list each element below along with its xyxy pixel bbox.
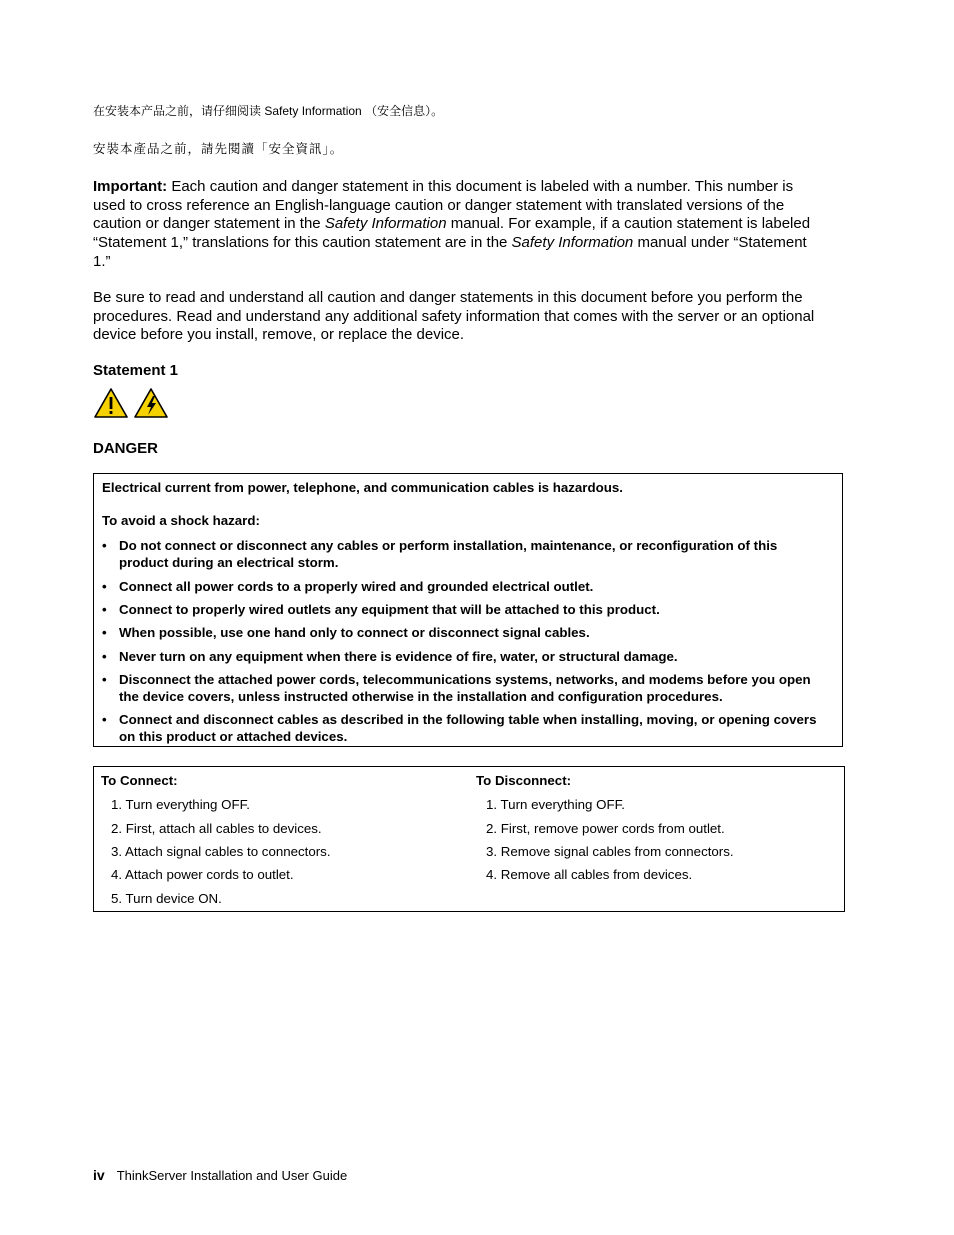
statement-title: Statement 1: [93, 362, 179, 379]
important-paragraph: Important: Each caution and danger statement in this document is labeled with a number. This number is used to cross reference an English-language caution or danger statement with translated versions of the caution or danger statement in the Safety Information manual. For example, if a caution statement is labeled “Statement 1,” translations for this caution statement are in the Safety Information manual under “Statement 1.”: [93, 178, 811, 270]
connect-step: 4. Attach power cords to outlet.: [111, 867, 294, 882]
caution-exclamation-icon: [95, 389, 127, 417]
connect-disconnect-table: [93, 766, 845, 912]
traditional-chinese-notice: 安裝本產品之前，請先閱讀「安全資訊」。: [93, 141, 344, 156]
disconnect-step: 3. Remove signal cables from connectors.: [486, 844, 734, 859]
connect-step: 2. First, attach all cables to devices.: [111, 821, 322, 836]
connect-column: [101, 773, 461, 906]
danger-heading: Electrical current from power, telephone, and communication cables is hazardous.: [102, 480, 623, 495]
intro-paragraph: Be sure to read and understand all caution and danger statements in this document before you perform the procedures. Read and understand any additional safety information that comes with the server or an optional device before you install, remove, or replace the device.: [93, 289, 815, 344]
connect-step: 1. Turn everything OFF.: [111, 797, 250, 812]
document-title: ThinkServer Installation and User Guide: [116, 1168, 348, 1183]
disconnect-column: [476, 773, 836, 882]
important-label: Important:: [93, 178, 168, 195]
disconnect-step: 2. First, remove power cords from outlet.: [486, 821, 725, 836]
connect-step: 5. Turn device ON.: [111, 891, 222, 906]
page-number: iv: [93, 1167, 105, 1183]
danger-box: Electrical current from power, telephone, and communication cables is hazardous. To avoid a shock hazard: • Do not connect or disconnect any cables or perform installation, maintenance, or reconfiguration of this product during an electrical storm. • Connect all power cords to a properly wired and grounded electrical outlet. • Connect to properly wired outlets any equipment that will be attached to this product. • When possible, use one hand only to connect or disconnect signal cables. • Never turn on any equipment when there is evidence of fire, water, or structural damage. • Disconnect the attached power cords, telecommunications systems, networks, and modems before you open the device covers, unless instructed otherwise in the installation and configuration procedures. • Connect and disconnect cables as described in the following table when installing, moving, or opening covers on this product or attached devices.: [93, 473, 843, 747]
disconnect-step: 4. Remove all cables from devices.: [486, 867, 693, 882]
connect-header: To Connect:: [101, 773, 178, 788]
hazard-icons: [93, 387, 173, 419]
disconnect-step: 1. Turn everything OFF.: [486, 797, 625, 812]
danger-label: DANGER: [93, 440, 159, 457]
disconnect-header: To Disconnect:: [476, 773, 572, 788]
danger-subheading: To avoid a shock hazard:: [102, 513, 260, 528]
simplified-chinese-notice: 在安装本产品之前，请仔细阅读 Safety Information （安全信息）。: [93, 104, 444, 118]
electrical-hazard-icon: [135, 389, 167, 417]
page-footer: [93, 1167, 347, 1183]
connect-step: 3. Attach signal cables to connectors.: [111, 844, 331, 859]
